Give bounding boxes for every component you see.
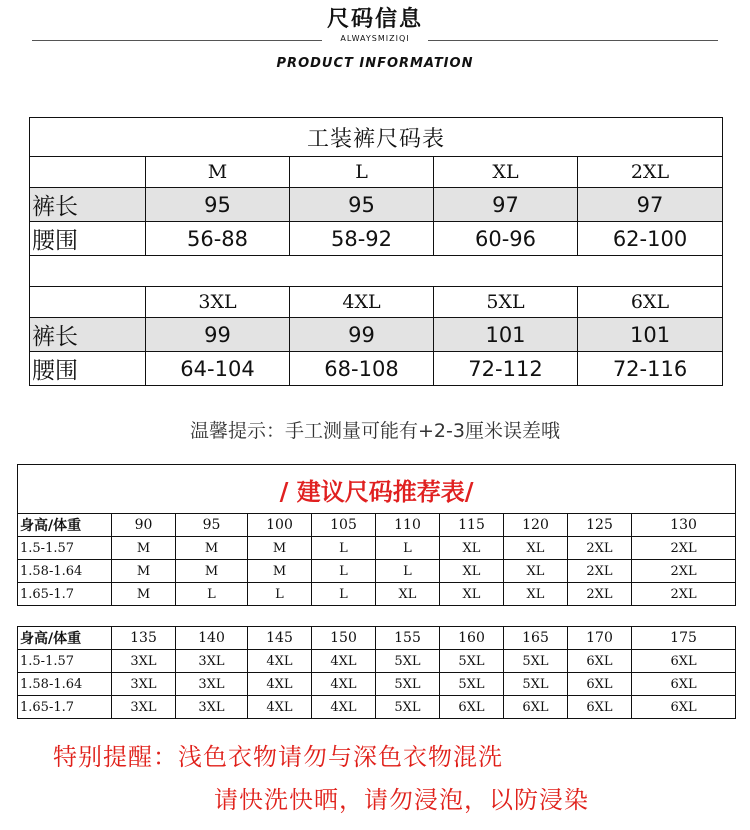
size-header: XL <box>434 157 578 188</box>
recommendation-title: / 建议尺码推荐表/ <box>18 465 736 514</box>
weight-header: 115 <box>440 514 504 537</box>
table-cell: 97 <box>578 188 723 222</box>
weight-header: 145 <box>248 627 312 650</box>
size-cell: 6XL <box>440 696 504 719</box>
table-cell: 60-96 <box>434 222 578 256</box>
table-cell: 72-112 <box>434 352 578 386</box>
size-cell: 4XL <box>248 673 312 696</box>
size-cell: 3XL <box>176 673 248 696</box>
weight-header: 90 <box>112 514 176 537</box>
weight-header: 130 <box>632 514 736 537</box>
table-cell: 56-88 <box>146 222 290 256</box>
size-cell: L <box>376 537 440 560</box>
table-cell: 68-108 <box>290 352 434 386</box>
size-cell: 5XL <box>504 650 568 673</box>
measurement-tip: 温馨提示：手工测量可能有+2-3厘米误差哦 <box>190 420 560 442</box>
weight-header: 95 <box>176 514 248 537</box>
size-cell: 2XL <box>632 583 736 606</box>
size-cell: 5XL <box>440 650 504 673</box>
size-header: 2XL <box>578 157 723 188</box>
size-cell: L <box>176 583 248 606</box>
size-cell: 4XL <box>248 696 312 719</box>
size-cell: L <box>312 560 376 583</box>
size-cell: L <box>376 560 440 583</box>
brand-label: ALWAYSMIZIQI <box>0 34 750 43</box>
size-cell: 4XL <box>312 673 376 696</box>
size-cell: 6XL <box>632 696 736 719</box>
size-cell: 5XL <box>376 673 440 696</box>
weight-header: 125 <box>568 514 632 537</box>
size-cell: XL <box>504 560 568 583</box>
weight-header: 110 <box>376 514 440 537</box>
size-cell: 2XL <box>632 537 736 560</box>
table-cell: 95 <box>290 188 434 222</box>
header <box>0 0 750 80</box>
table-cell: 72-116 <box>578 352 723 386</box>
size-header: 6XL <box>578 287 723 318</box>
table-cell: 99 <box>290 318 434 352</box>
size-cell: 3XL <box>112 696 176 719</box>
size-cell: M <box>176 537 248 560</box>
size-cell: XL <box>504 537 568 560</box>
warning-line-2: 请快洗快晒，请勿浸泡，以防浸染 <box>214 786 589 814</box>
table-row <box>18 537 736 560</box>
size-cell: XL <box>376 583 440 606</box>
corner-cell <box>30 287 146 318</box>
table-row <box>18 650 736 673</box>
size-cell: 3XL <box>112 650 176 673</box>
size-cell: M <box>112 583 176 606</box>
size-cell: 6XL <box>568 650 632 673</box>
weight-header: 135 <box>112 627 176 650</box>
table-row <box>18 583 736 606</box>
size-cell: M <box>176 560 248 583</box>
weight-header: 175 <box>632 627 736 650</box>
row-label: 裤长 <box>30 318 146 352</box>
table-cell: 62-100 <box>578 222 723 256</box>
size-cell: XL <box>440 537 504 560</box>
size-header: 3XL <box>146 287 290 318</box>
size-cell: M <box>112 560 176 583</box>
size-header: 4XL <box>290 287 434 318</box>
size-cell: M <box>112 537 176 560</box>
height-label: 1.58-1.64 <box>18 560 112 583</box>
size-cell: 3XL <box>112 673 176 696</box>
size-cell: 3XL <box>176 650 248 673</box>
weight-header: 150 <box>312 627 376 650</box>
table-row <box>18 560 736 583</box>
size-cell: XL <box>440 560 504 583</box>
weight-header: 155 <box>376 627 440 650</box>
weight-header: 120 <box>504 514 568 537</box>
size-cell: 6XL <box>568 696 632 719</box>
size-cell: 6XL <box>632 673 736 696</box>
height-label: 1.65-1.7 <box>18 583 112 606</box>
size-cell: 3XL <box>176 696 248 719</box>
table-cell: 99 <box>146 318 290 352</box>
size-cell: 2XL <box>568 583 632 606</box>
warning-line-1: 特别提醒：浅色衣物请勿与深色衣物混洗 <box>53 743 503 771</box>
table-cell: 101 <box>578 318 723 352</box>
size-recommendation-table <box>17 464 736 719</box>
table-cell: 64-104 <box>146 352 290 386</box>
row-label: 裤长 <box>30 188 146 222</box>
size-cell: 5XL <box>376 650 440 673</box>
corner-label: 身高/体重 <box>18 627 112 650</box>
height-label: 1.5-1.57 <box>18 537 112 560</box>
size-cell: 6XL <box>568 673 632 696</box>
weight-header: 160 <box>440 627 504 650</box>
page-title: 尺码信息 <box>326 7 423 32</box>
size-cell: 5XL <box>376 696 440 719</box>
table-cell: 97 <box>434 188 578 222</box>
weight-header: 105 <box>312 514 376 537</box>
pants-size-table <box>29 117 723 386</box>
table-row <box>18 696 736 719</box>
weight-header: 140 <box>176 627 248 650</box>
corner-label: 身高/体重 <box>18 514 112 537</box>
size-cell: M <box>248 560 312 583</box>
spacer-row <box>30 256 723 287</box>
size-header: 5XL <box>434 287 578 318</box>
table-row <box>18 673 736 696</box>
size-cell: 6XL <box>504 696 568 719</box>
row-label: 腰围 <box>30 222 146 256</box>
table-cell: 101 <box>434 318 578 352</box>
weight-header: 170 <box>568 627 632 650</box>
size-header: M <box>146 157 290 188</box>
size-cell: 4XL <box>312 650 376 673</box>
size-cell: XL <box>504 583 568 606</box>
pants-table-caption: 工装裤尺码表 <box>30 118 723 157</box>
size-cell: 6XL <box>632 650 736 673</box>
spacer-row <box>18 606 736 627</box>
size-header: L <box>290 157 434 188</box>
size-cell: 2XL <box>632 560 736 583</box>
table-cell: 95 <box>146 188 290 222</box>
weight-header: 100 <box>248 514 312 537</box>
size-cell: L <box>312 583 376 606</box>
size-cell: L <box>312 537 376 560</box>
row-label: 腰围 <box>30 352 146 386</box>
height-label: 1.65-1.7 <box>18 696 112 719</box>
height-label: 1.58-1.64 <box>18 673 112 696</box>
weight-header: 165 <box>504 627 568 650</box>
size-cell: 4XL <box>312 696 376 719</box>
size-cell: XL <box>440 583 504 606</box>
size-cell: L <box>248 583 312 606</box>
size-cell: M <box>248 537 312 560</box>
size-cell: 2XL <box>568 537 632 560</box>
size-cell: 5XL <box>504 673 568 696</box>
corner-cell <box>30 157 146 188</box>
page-subtitle: PRODUCT INFORMATION <box>276 56 474 71</box>
size-cell: 2XL <box>568 560 632 583</box>
size-cell: 5XL <box>440 673 504 696</box>
table-cell: 58-92 <box>290 222 434 256</box>
height-label: 1.5-1.57 <box>18 650 112 673</box>
size-cell: 4XL <box>248 650 312 673</box>
